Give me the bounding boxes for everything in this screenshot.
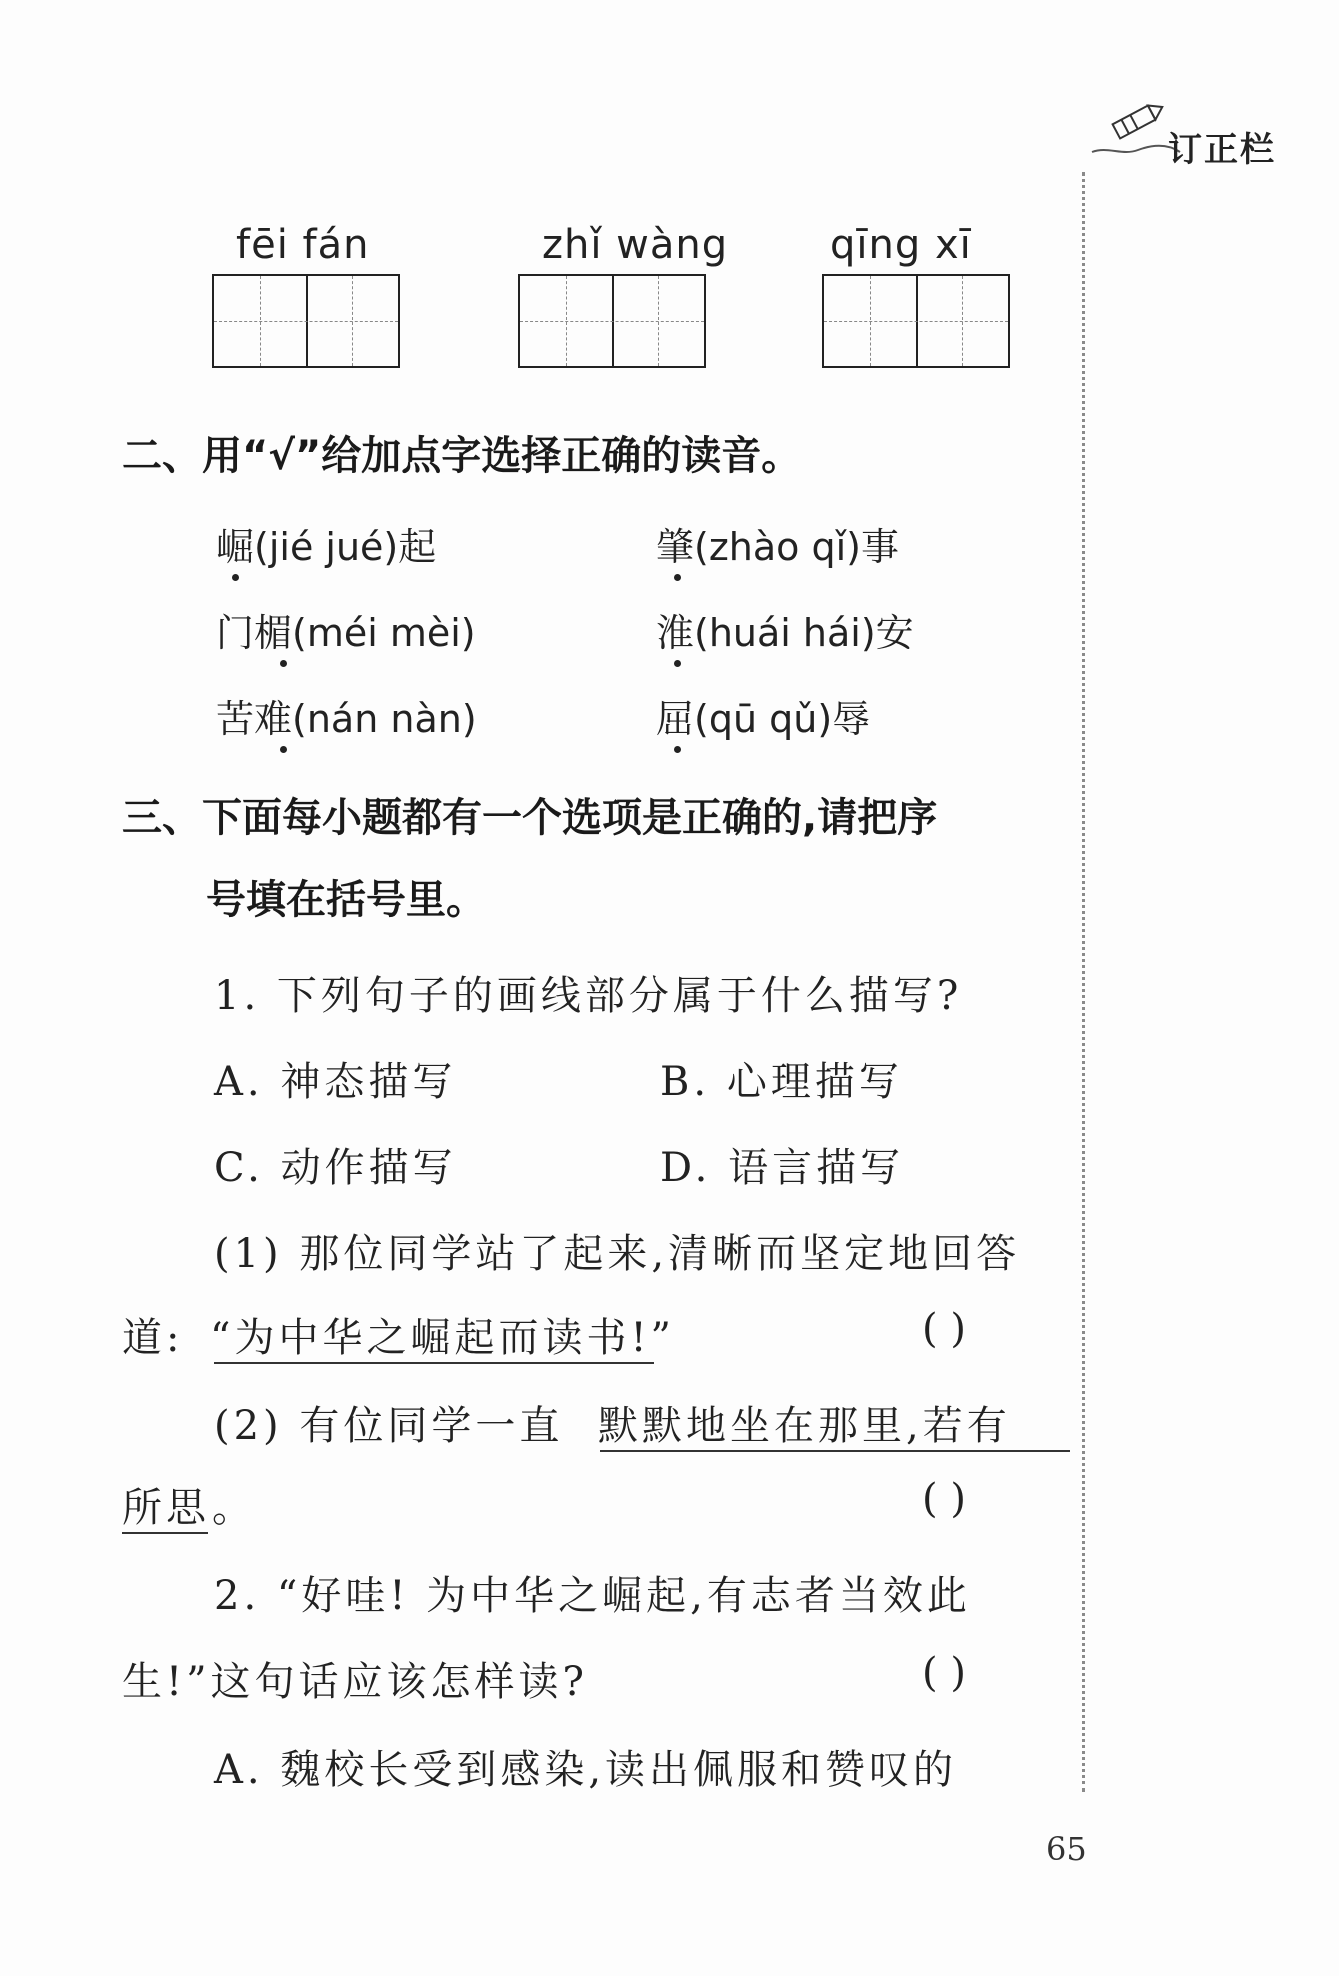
question-2-line1: 2. “好哇! 为中华之崛起,有志者当效此 xyxy=(214,1573,971,1619)
pinyin-label-3: qīng xī xyxy=(830,222,972,268)
reading-item-3: 门楣(méi mèi) xyxy=(216,611,476,655)
underline xyxy=(214,1362,654,1364)
sub-question-2-suffix: 。 xyxy=(212,1485,256,1531)
correction-column-divider xyxy=(1082,172,1085,1792)
reading-item-2: 肇(zhào qǐ)事 xyxy=(656,525,899,569)
question-2-option-a: A. 魏校长受到感染,读出佩服和赞叹的 xyxy=(214,1747,958,1793)
emphasis-dot xyxy=(674,574,681,581)
question-2-line2: 生!”这句话应该怎样读? xyxy=(122,1659,588,1705)
answer-blank-2[interactable]: ( ) xyxy=(922,1476,966,1522)
sub-question-2-underlined-cont: 所思 xyxy=(122,1485,210,1531)
emphasis-dot xyxy=(232,574,239,581)
reading-item-5: 苦难(nán nàn) xyxy=(216,697,477,741)
pinyin-label-1: fēi fán xyxy=(236,222,370,268)
reading-item-6: 屈(qū qǔ)辱 xyxy=(656,697,871,741)
emphasis-dot xyxy=(280,746,287,753)
reading-item-1: 崛(jié jué)起 xyxy=(216,525,437,569)
correction-column-title: 订正栏 xyxy=(1168,130,1276,170)
pinyin-label-2: zhǐ wàng xyxy=(542,222,729,268)
option-b: B. 心理描写 xyxy=(660,1059,903,1105)
writing-box-1[interactable] xyxy=(212,274,400,368)
section3-heading-line1: 三、下面每小题都有一个选项是正确的,请把序 xyxy=(122,795,938,841)
sub-question-1-prefix: 道: xyxy=(122,1315,184,1361)
writing-box-2[interactable] xyxy=(518,274,706,368)
emphasis-dot xyxy=(674,660,681,667)
option-d: D. 语言描写 xyxy=(660,1145,905,1191)
page-number: 65 xyxy=(1046,1830,1087,1868)
answer-blank-1[interactable]: ( ) xyxy=(922,1306,966,1352)
writing-box-3[interactable] xyxy=(822,274,1010,368)
sub-question-1-underlined: “为中华之崛起而读书!” xyxy=(210,1315,675,1361)
emphasis-dot xyxy=(674,746,681,753)
option-a: A. 神态描写 xyxy=(214,1059,457,1105)
answer-blank-3[interactable]: ( ) xyxy=(922,1650,966,1696)
question-1: 1. 下列句子的画线部分属于什么描写? xyxy=(214,973,963,1019)
sub-question-2-prefix: (2) 有位同学一直 xyxy=(214,1403,564,1449)
section2-heading: 二、用“√”给加点字选择正确的读音。 xyxy=(122,433,802,479)
reading-item-4: 淮(huái hái)安 xyxy=(656,611,914,655)
option-c: C. 动作描写 xyxy=(214,1145,457,1191)
sub-question-1-line1: (1) 那位同学站了起来,清晰而坚定地回答 xyxy=(214,1231,1021,1277)
underline xyxy=(600,1450,1070,1452)
section3-heading-line2: 号填在括号里。 xyxy=(206,877,486,923)
underline xyxy=(122,1532,208,1534)
sub-question-2-underlined: 默默地坐在那里,若有 xyxy=(598,1403,1011,1449)
emphasis-dot xyxy=(280,660,287,667)
